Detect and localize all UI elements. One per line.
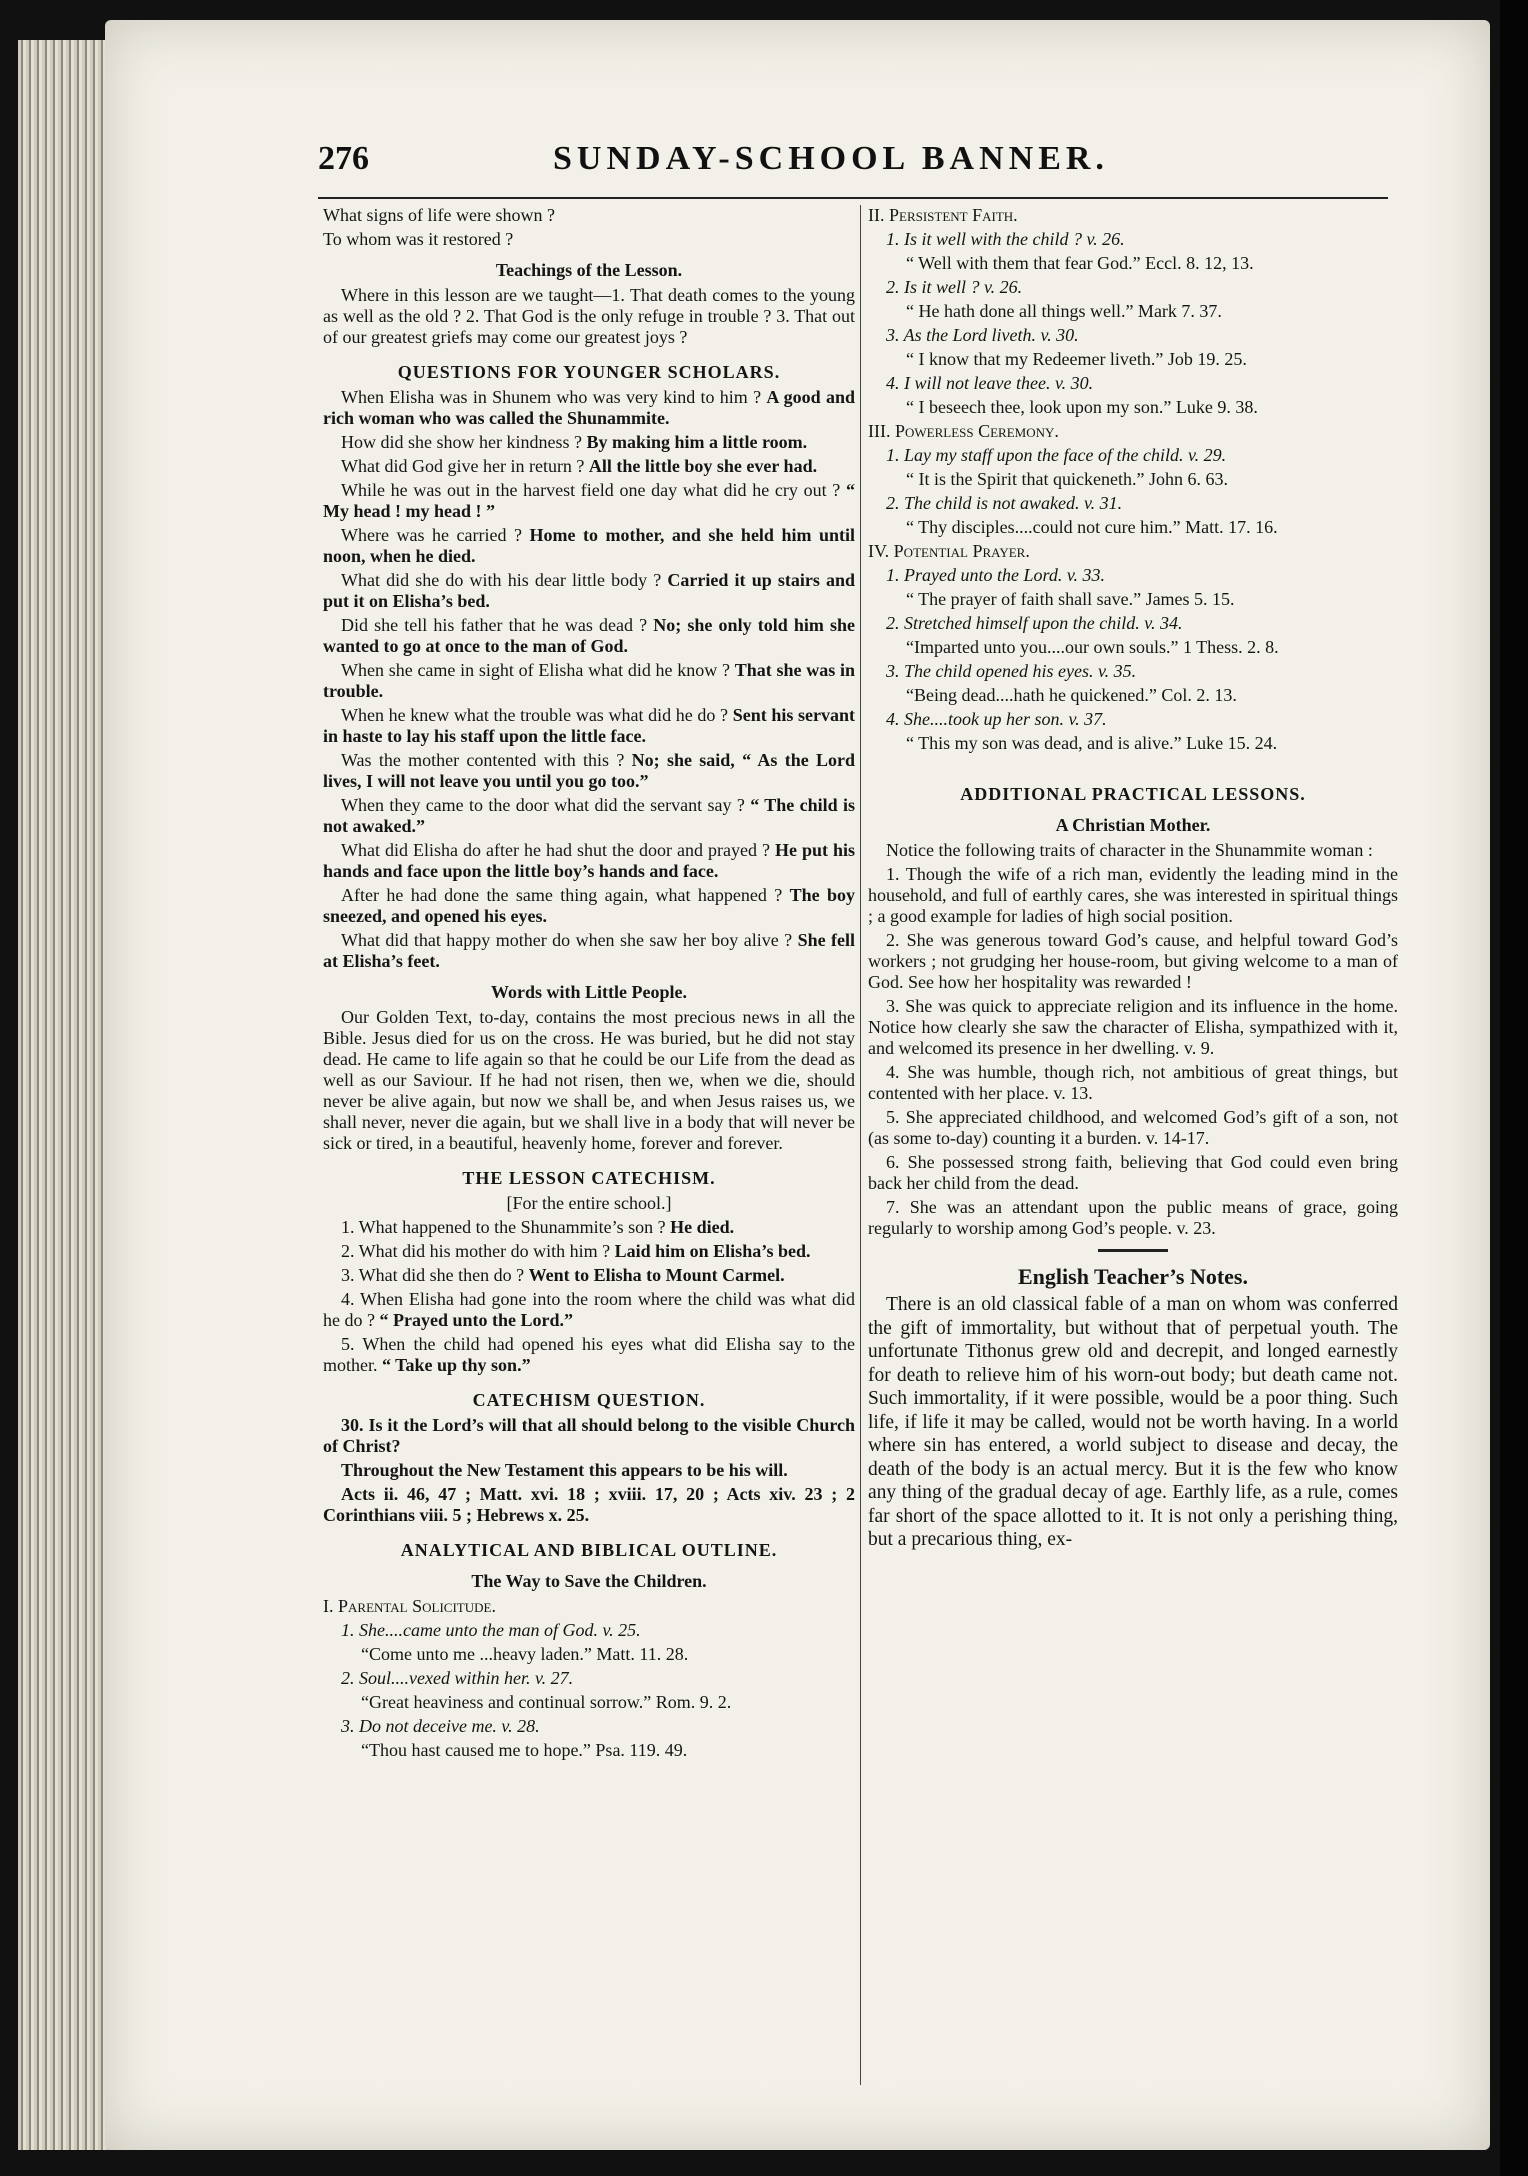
answer: “ My head ! my head ! ” bbox=[323, 480, 855, 521]
answer: A good and rich woman who was called the Shunammite. bbox=[323, 387, 856, 428]
catechism-item bbox=[323, 1217, 855, 1238]
paragraph: Where in this lesson are we taught—1. That death comes to the young as well as the old ? 2. That God is the only refuge in trouble ? 3. That out of our greatest griefs may come our greatest joys ? bbox=[323, 285, 855, 347]
outline-item: 3. As the Lord liveth. v. 30. bbox=[886, 325, 1079, 345]
question: 4. When Elisha had gone into the room where the child was what did he do ? bbox=[323, 1289, 855, 1330]
outline-item: 3. The child opened his eyes. v. 35. bbox=[886, 661, 1137, 681]
outline-quote: “ This my son was dead, and is alive.” Luke 15. 24. bbox=[906, 733, 1278, 753]
outline-quote: “Thou hast caused me to hope.” Psa. 119. 49. bbox=[361, 1740, 688, 1760]
answer: Went to Elisha to Mount Carmel. bbox=[528, 1265, 785, 1285]
text-line: What signs of life were shown ? bbox=[323, 205, 555, 225]
answer: That she was in trouble. bbox=[323, 660, 856, 701]
qa-item bbox=[323, 480, 855, 522]
question: How did she show her kindness ? bbox=[341, 432, 582, 452]
qa-item bbox=[323, 705, 855, 747]
section-heading: Words with Little People. bbox=[491, 982, 687, 1002]
outline-item: 1. Is it well with the child ? v. 26. bbox=[886, 229, 1125, 249]
page-header bbox=[318, 140, 1428, 180]
question: What did that happy mother do when she saw her boy alive ? bbox=[341, 930, 793, 950]
question: 1. What happened to the Shunammite’s son ? bbox=[341, 1217, 666, 1237]
right-column bbox=[868, 205, 1398, 1555]
outline-item: 2. Stretched himself upon the child. v. 34. bbox=[886, 613, 1183, 633]
left-column bbox=[323, 205, 855, 1764]
section-heading: THE LESSON CATECHISM. bbox=[462, 1168, 716, 1188]
qa-item bbox=[323, 840, 855, 882]
qa-item bbox=[323, 885, 855, 927]
paragraph: Notice the following traits of character in the Shunammite woman : bbox=[886, 840, 1373, 860]
column-divider bbox=[860, 205, 861, 2085]
qa-item bbox=[323, 750, 855, 792]
qa-item bbox=[323, 615, 855, 657]
section-heading: ANALYTICAL AND BIBLICAL OUTLINE. bbox=[400, 1540, 778, 1560]
qa-item bbox=[323, 930, 855, 972]
outline-quote: “ Thy disciples....could not cure him.” Matt. 17. 16. bbox=[906, 517, 1278, 537]
outline-heading: II. Persistent Faith. bbox=[868, 205, 1018, 225]
answer: “ Prayed unto the Lord.” bbox=[379, 1310, 573, 1330]
page-number: 276 bbox=[318, 140, 369, 177]
outline-quote: “ I know that my Redeemer liveth.” Job 19. 25. bbox=[906, 349, 1247, 369]
question: While he was out in the harvest field one day what did he cry out ? bbox=[341, 480, 841, 500]
paragraph: Our Golden Text, to-day, contains the most precious news in all the Bible. Jesus died for us on the cross. He was buried, but he did not stay dead. He came to life again so that he could be our Life from the dead as well as our Saviour. If he had not risen, then we, when we die, should never be alive again, but now we shall be, and when Jesus raises us, we shall never, never die again, but we shall live in a body that will never be sick or tired, in a beautiful, heavenly home, forever and forever. bbox=[323, 1007, 855, 1153]
section-subheading: A Christian Mother. bbox=[1055, 815, 1211, 835]
answer: Home to mother, and she held him until noon, when he died. bbox=[323, 525, 856, 566]
question: After he had done the same thing again, what happened ? bbox=[341, 885, 783, 905]
outline-heading: III. Powerless Ceremony. bbox=[868, 421, 1059, 441]
trait-item: 6. She possessed strong faith, believing that God could even bring back her child from the dead. bbox=[868, 1152, 1398, 1193]
catechism-item bbox=[323, 1265, 855, 1286]
answer: Laid him on Elisha’s bed. bbox=[614, 1241, 811, 1261]
question: When Elisha was in Shunem who was very kind to him ? bbox=[341, 387, 762, 407]
trait-item: 3. She was quick to appreciate religion and its influence in the home. Notice how clearly she saw the character of Elisha, sympathized with it, and welcomed its presence in her dwelling. v. 9. bbox=[868, 996, 1398, 1058]
section-heading: QUESTIONS FOR YOUNGER SCHOLARS. bbox=[397, 362, 781, 382]
answer: By making him a little room. bbox=[586, 432, 808, 452]
outline-quote: “Come unto me ...heavy laden.” Matt. 11. 28. bbox=[361, 1644, 689, 1664]
outline-item: 2. The child is not awaked. v. 31. bbox=[886, 493, 1123, 513]
paragraph: 30. Is it the Lord’s will that all should belong to the visible Church of Christ? bbox=[323, 1415, 855, 1456]
paragraph: There is an old classical fable of a man on whom was conferred the gift of immortality, but without that of perpetual youth. The unfortunate Tithonus grew old and decrepit, and longed earnestly for death to relieve him of his worn-out body; but death came not. Such immortality, if it were possible, would be a poor thing. Such life, if life it may be called, would not be worth having. In a world where sin has entered, a world subject to disease and decay, the death of the body is an actual mercy. But it is the few who know any thing of the gradual decay of age. Earthly life, as a rule, comes far short of the space allotted to it. It is not only a perishing thing, but a precarious thing, ex- bbox=[868, 1294, 1398, 1550]
outline-item: 3. Do not deceive me. v. 28. bbox=[341, 1716, 540, 1736]
question: 3. What did she then do ? bbox=[341, 1265, 525, 1285]
section-heading: CATECHISM QUESTION. bbox=[472, 1390, 706, 1410]
answer: No; she only told him she wanted to go at once to the man of God. bbox=[323, 615, 855, 656]
outline-item: 1. Prayed unto the Lord. v. 33. bbox=[886, 565, 1105, 585]
answer: No; she said, “ As the Lord lives, I will not leave you until you go too.” bbox=[323, 750, 856, 791]
outline-item: 4. I will not leave thee. v. 30. bbox=[886, 373, 1094, 393]
question: When they came to the door what did the servant say ? bbox=[341, 795, 745, 815]
section-heading: English Teacher’s Notes. bbox=[1018, 1264, 1248, 1289]
header-rule bbox=[318, 197, 1388, 199]
dark-margin bbox=[1500, 0, 1528, 2176]
outline-item: 1. She....came unto the man of God. v. 25. bbox=[341, 1620, 641, 1640]
qa-item bbox=[323, 570, 855, 612]
answer: All the little boy she ever had. bbox=[588, 456, 818, 476]
catechism-item bbox=[323, 1334, 855, 1376]
trait-item: 4. She was humble, though rich, not ambitious of great things, but contented with her place. v. 13. bbox=[868, 1062, 1398, 1103]
question: What did she do with his dear little body ? bbox=[341, 570, 662, 590]
outline-quote: “ Well with them that fear God.” Eccl. 8. 12, 13. bbox=[906, 253, 1254, 273]
qa-item bbox=[323, 456, 855, 477]
outline-quote: “Being dead....hath he quickened.” Col. 2. 13. bbox=[906, 685, 1237, 705]
outline-quote: “ It is the Spirit that quickeneth.” John 6. 63. bbox=[906, 469, 1228, 489]
outline-quote: “ He hath done all things well.” Mark 7. 37. bbox=[906, 301, 1222, 321]
outline-quote: “ The prayer of faith shall save.” James 5. 15. bbox=[906, 589, 1235, 609]
note: [For the entire school.] bbox=[506, 1193, 672, 1213]
catechism-item bbox=[323, 1241, 855, 1262]
running-title: SUNDAY-SCHOOL BANNER. bbox=[553, 140, 1109, 177]
trait-item: 5. She appreciated childhood, and welcomed God’s gift of a son, not (as some to-day) counting it a burden. v. 14-17. bbox=[868, 1107, 1398, 1148]
qa-item bbox=[323, 432, 855, 453]
question: When he knew what the trouble was what did he do ? bbox=[341, 705, 729, 725]
question: Did she tell his father that he was dead ? bbox=[341, 615, 648, 635]
outline-quote: “Imparted unto you....our own souls.” 1 Thess. 2. 8. bbox=[906, 637, 1279, 657]
trait-item: 2. She was generous toward God’s cause, and helpful toward God’s workers ; not grudging her house-room, but giving welcome to a man of God. See how her hospitality was rewarded ! bbox=[868, 930, 1398, 992]
trait-item: 1. Though the wife of a rich man, evidently the leading mind in the household, and full of earthly cares, she was interested in spiritual things ; a good example for ladies of high social position. bbox=[868, 864, 1398, 926]
catechism-item bbox=[323, 1289, 855, 1331]
answer: Carried it up stairs and put it on Elisha’s bed. bbox=[323, 570, 856, 611]
answer: She fell at Elisha’s feet. bbox=[323, 930, 855, 971]
question: 5. When the child had opened his eyes what did Elisha say to the mother. bbox=[323, 1334, 855, 1375]
outline-item: 4. She....took up her son. v. 37. bbox=[886, 709, 1107, 729]
question: Where was he carried ? bbox=[341, 525, 522, 545]
answer: He put his hands and face upon the little boy’s hands and face. bbox=[323, 840, 856, 881]
section-divider bbox=[1098, 1249, 1168, 1252]
section-subheading: The Way to Save the Children. bbox=[471, 1571, 707, 1591]
answer: “ The child is not awaked.” bbox=[323, 795, 856, 836]
question: What did God give her in return ? bbox=[341, 456, 585, 476]
answer: “ Take up thy son.” bbox=[382, 1355, 531, 1375]
text-line: To whom was it restored ? bbox=[323, 229, 514, 249]
answer: He died. bbox=[670, 1217, 735, 1237]
answer: The boy sneezed, and opened his eyes. bbox=[323, 885, 855, 926]
question: When she came in sight of Elisha what did he know ? bbox=[341, 660, 731, 680]
question: What did Elisha do after he had shut the door and prayed ? bbox=[341, 840, 770, 860]
outline-item: 2. Is it well ? v. 26. bbox=[886, 277, 1023, 297]
qa-item bbox=[323, 660, 855, 702]
section-heading: Teachings of the Lesson. bbox=[495, 260, 683, 280]
section-heading: ADDITIONAL PRACTICAL LESSONS. bbox=[960, 784, 1306, 804]
paragraph: Throughout the New Testament this appears to be his will. bbox=[341, 1460, 788, 1480]
question: 2. What did his mother do with him ? bbox=[341, 1241, 611, 1261]
qa-item bbox=[323, 387, 855, 429]
outline-heading: I. Parental Solicitude. bbox=[323, 1596, 496, 1616]
outline-item: 1. Lay my staff upon the face of the child. v. 29. bbox=[886, 445, 1227, 465]
outline-quote: “ I beseech thee, look upon my son.” Luke 9. 38. bbox=[906, 397, 1258, 417]
question: Was the mother contented with this ? bbox=[341, 750, 625, 770]
references: Acts ii. 46, 47 ; Matt. xvi. 18 ; xviii. 17, 20 ; Acts xiv. 23 ; 2 Corinthians viii. 5 ; Hebrews x. 25. bbox=[323, 1484, 855, 1525]
trait-item: 7. She was an attendant upon the public means of grace, going regularly to worship among God’s people. v. 23. bbox=[868, 1197, 1398, 1238]
outline-quote: “Great heaviness and continual sorrow.” Rom. 9. 2. bbox=[361, 1692, 732, 1712]
qa-item bbox=[323, 795, 855, 837]
outline-heading: IV. Potential Prayer. bbox=[868, 541, 1030, 561]
answer: Sent his servant in haste to lay his staff upon the little face. bbox=[323, 705, 855, 746]
qa-item bbox=[323, 525, 855, 567]
outline-item: 2. Soul....vexed within her. v. 27. bbox=[341, 1668, 574, 1688]
